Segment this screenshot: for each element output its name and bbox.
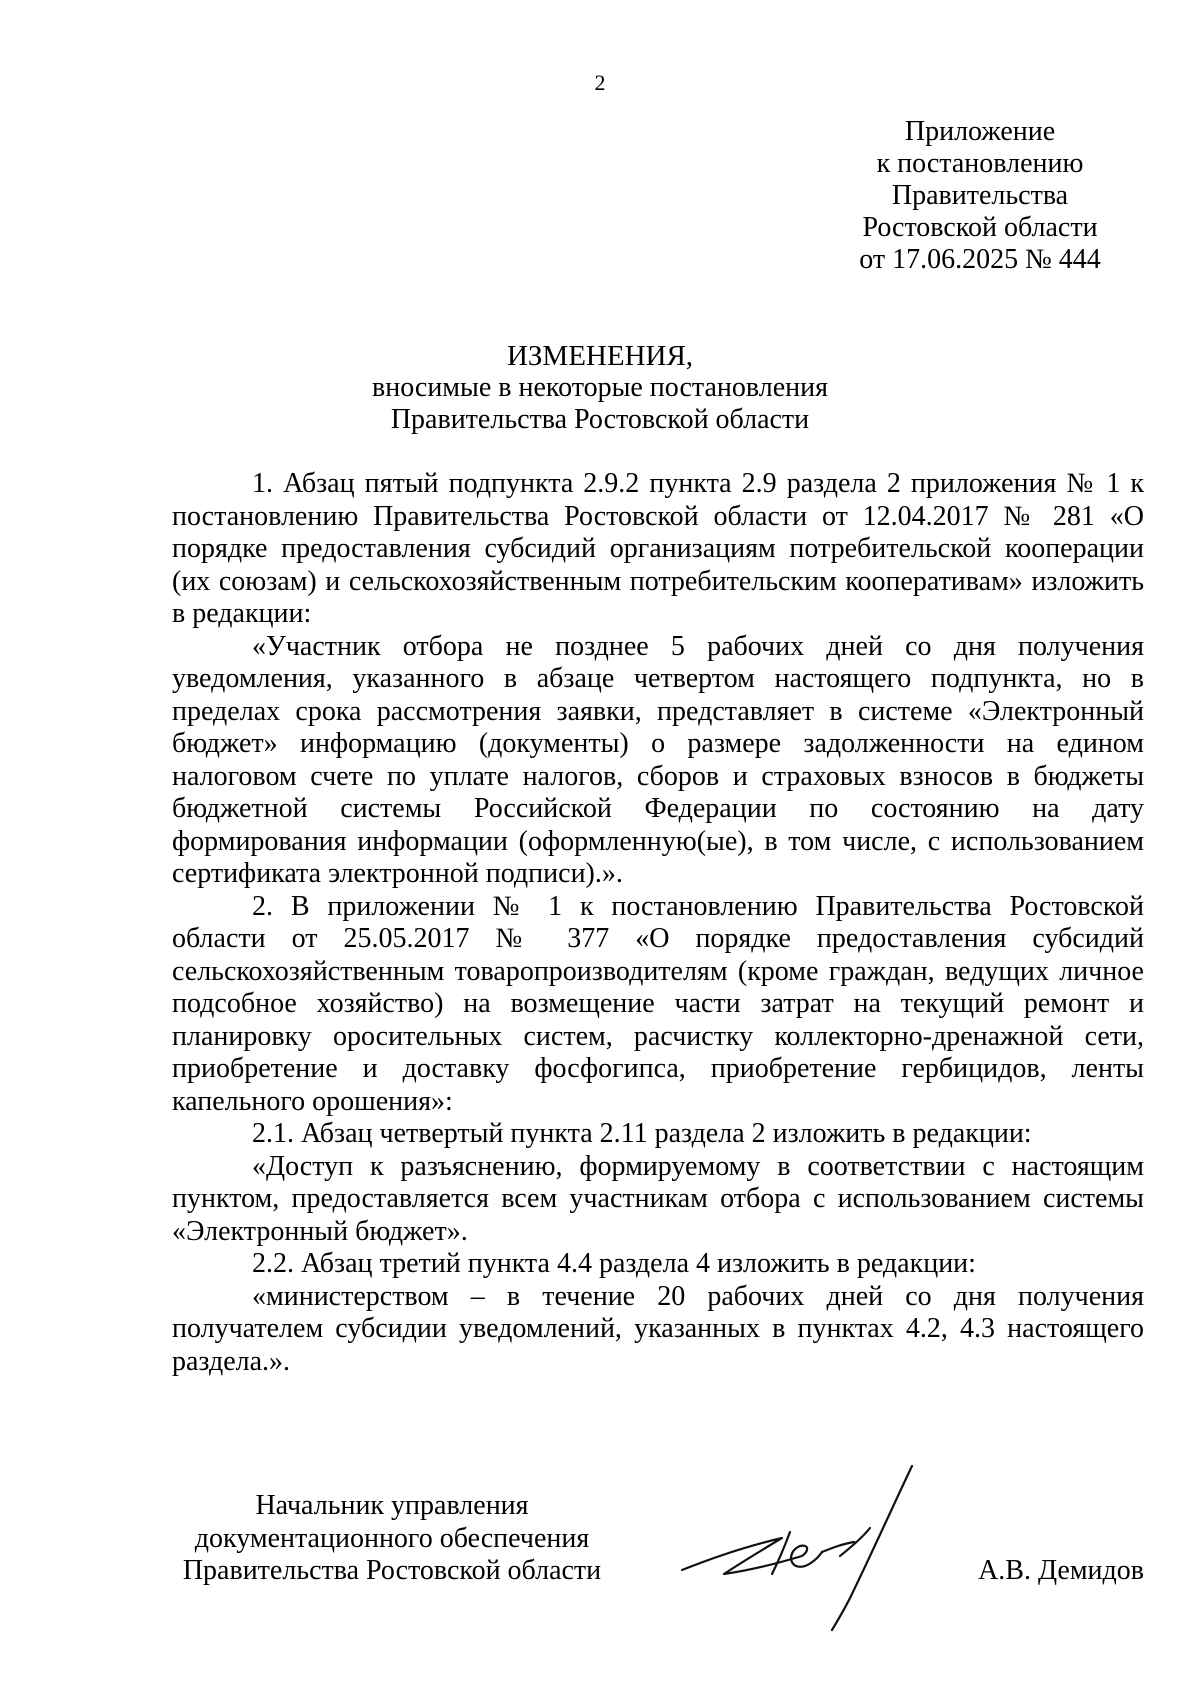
appendix-line: к постановлению — [876, 148, 1084, 179]
paragraph: 2.1. Абзац четвертый пункта 2.11 раздела 2 изложить в редакции: — [252, 1118, 1032, 1149]
appendix-line: Приложение — [904, 116, 1056, 147]
document-subtitle: Правительства Ростовской области — [390, 404, 810, 435]
signatory-position — [172, 1490, 612, 1588]
paragraph: «Доступ к разъяснению, формируемому в соответствии с настоящим пунктом, предоставляется всем участникам отбора с использованием системы «Электронный бюджет». — [172, 1150, 1144, 1247]
appendix-date-number: от 17.06.2025 № 444 — [859, 244, 1101, 275]
page-number: 2 — [594, 70, 606, 95]
document-subtitle: вносимые в некоторые постановления — [371, 372, 829, 403]
signatory-position-line: Начальник управления — [255, 1490, 529, 1521]
appendix-line: Ростовской области — [862, 212, 1098, 243]
document-title: ИЗМЕНЕНИЯ, — [506, 340, 694, 372]
paragraph: 1. Абзац пятый подпункта 2.9.2 пункта 2.9 раздела 2 приложения № 1 к постановлению Правительства Ростовской области от 12.04.2017 № 281 «О порядке предоставления субсидий организациям потребительской кооперации (их союзам) и сельскохозяйственным потребительским кооперативам» изложить в редакции: — [172, 468, 1144, 629]
signature-block — [172, 1490, 1144, 1650]
appendix-reference — [830, 116, 1130, 276]
signatory-position-line: Правительства Ростовской области — [182, 1555, 602, 1586]
document-body — [172, 468, 1144, 1378]
paragraph: 2.2. Абзац третий пункта 4.4 раздела 4 изложить в редакции: — [252, 1248, 976, 1279]
paragraph: «Участник отбора не позднее 5 рабочих дней со дня получения уведомления, указанного в абзаце четвертом настоящего подпункта, но в пределах срока рассмотрения заявки, представляет в системе «Электронный бюджет» информацию (документы) о размере задолженности на едином налоговом счете по уплате налогов, сборов и страховых взносов в бюджеты бюджетной системы Российской Федерации по состоянию на дату формирования информации (оформленную(ые), в том числе, с использованием сертификата электронной подписи).». — [172, 630, 1144, 889]
paragraph: 2. В приложении № 1 к постановлению Правительства Ростовской области от 25.05.2017 № 377 «О порядке предоставления субсидий сельскохозяйственным товаропроизводителям (кроме граждан, ведущих личное подсобное хозяйство) на возмещение части затрат на текущий ремонт и планировку оросительных систем, расчистку коллекторно-дренажной сети, приобретение и доставку фосфогипса, приобретение гербицидов, ленты капельного орошения»: — [172, 890, 1144, 1117]
document-heading — [0, 340, 1200, 436]
paragraph: «министерством – в течение 20 рабочих дней со дня получения получателем субсидии уведомлений, указанных в пунктах 4.2, 4.3 настоящего раздела.». — [172, 1280, 1144, 1377]
signatory-position-line: документационного обеспечения — [194, 1522, 590, 1554]
signatory-name: А.В. Демидов — [978, 1555, 1144, 1586]
appendix-line: Правительства — [891, 180, 1069, 211]
handwritten-signature — [672, 1458, 922, 1638]
